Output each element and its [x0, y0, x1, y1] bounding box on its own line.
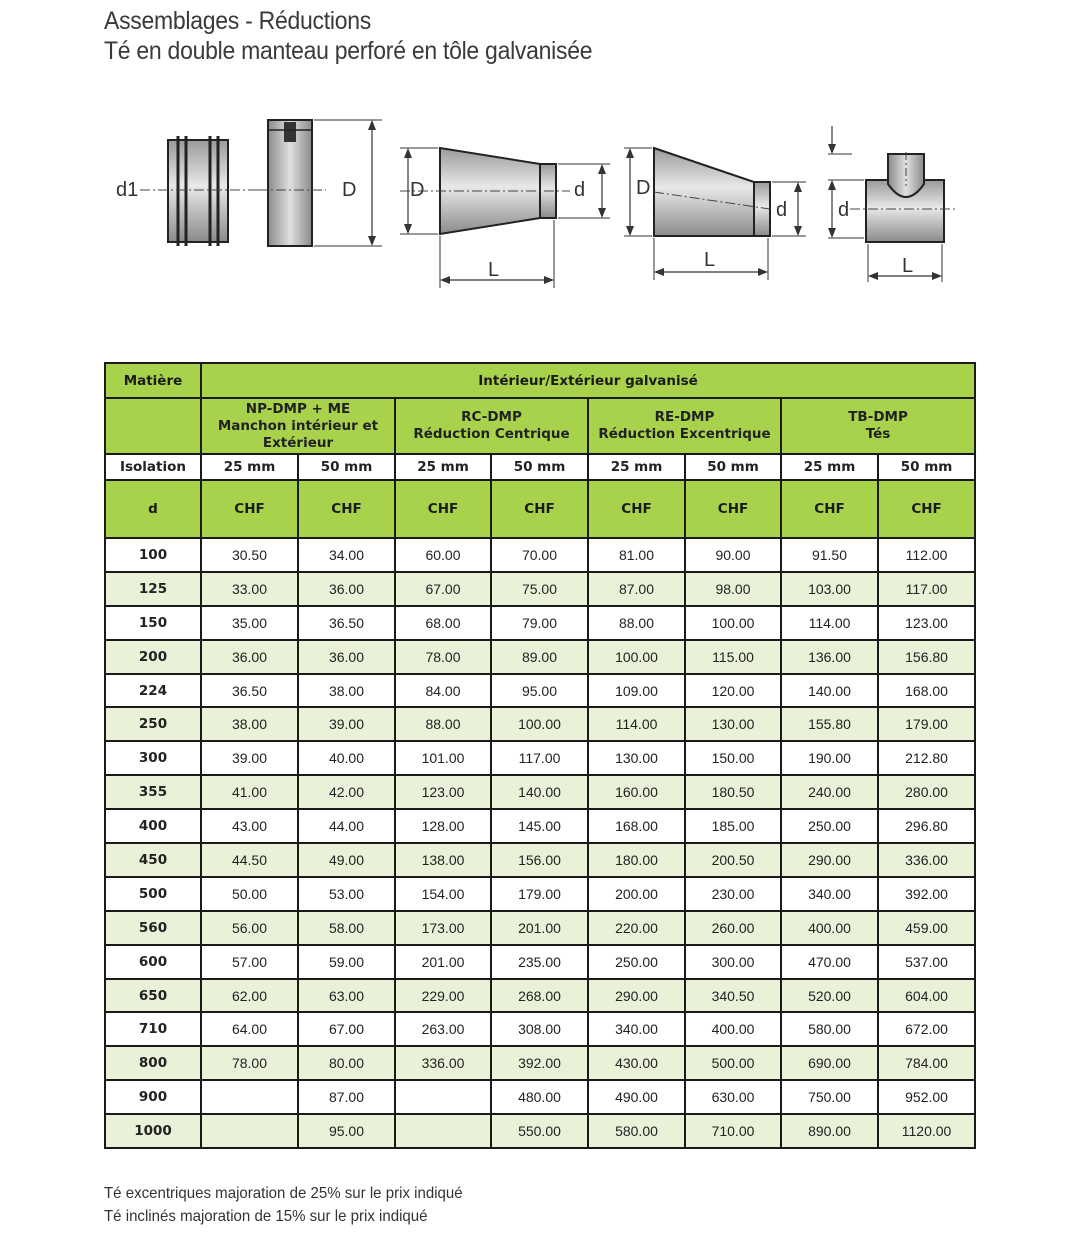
title-line-2: Té en double manteau perforé en tôle galvanisée [104, 37, 593, 65]
table-row [105, 1114, 975, 1148]
isolation-row [105, 454, 975, 480]
table-row [105, 640, 975, 674]
price-cell: 136.00 [781, 640, 878, 674]
group-rc-dmp [395, 398, 588, 454]
price-cell [201, 1080, 298, 1114]
price-cell: 580.00 [781, 1012, 878, 1046]
group-code: TB-DMP [848, 409, 908, 425]
price-cell: 103.00 [781, 572, 878, 606]
matiere-value: Intérieur/Extérieur galvanisé [201, 363, 975, 398]
currency-label: CHF [878, 480, 975, 538]
price-cell: 235.00 [491, 945, 588, 979]
group-code: RC-DMP [461, 409, 522, 425]
label-L-eccentric: L [704, 249, 716, 271]
table-row [105, 843, 975, 877]
table-row [105, 707, 975, 741]
price-cell: 459.00 [878, 911, 975, 945]
price-cell: 44.50 [201, 843, 298, 877]
isolation-value: 25 mm [395, 454, 491, 480]
table-row [105, 606, 975, 640]
price-cell: 400.00 [685, 1012, 781, 1046]
price-cell: 630.00 [685, 1080, 781, 1114]
label-d-concentric: d [574, 179, 586, 201]
currency-label: CHF [685, 480, 781, 538]
group-np-dmp [201, 398, 395, 454]
price-cell: 150.00 [685, 741, 781, 775]
matiere-row [105, 363, 975, 398]
price-cell: 173.00 [395, 911, 491, 945]
price-cell: 201.00 [395, 945, 491, 979]
price-cell: 114.00 [781, 606, 878, 640]
price-cell: 340.50 [685, 979, 781, 1013]
price-cell: 145.00 [491, 809, 588, 843]
group-code: NP-DMP + ME [245, 400, 351, 417]
table-row [105, 1046, 975, 1080]
price-cell: 290.00 [588, 979, 685, 1013]
row-diameter: 900 [105, 1080, 201, 1114]
row-diameter: 125 [105, 572, 201, 606]
price-cell: 88.00 [588, 606, 685, 640]
price-cell: 33.00 [201, 572, 298, 606]
label-D-sleeve: D [342, 179, 357, 201]
title-line-1: Assemblages - Réductions [104, 7, 371, 35]
currency-label: CHF [491, 480, 588, 538]
table-row [105, 674, 975, 708]
price-cell: 75.00 [491, 572, 588, 606]
row-diameter: 355 [105, 775, 201, 809]
footnote: Té excentriques majoration de 25% sur le prix indiqué [104, 1185, 463, 1202]
price-cell: 79.00 [491, 606, 588, 640]
table-row [105, 775, 975, 809]
price-cell: 58.00 [298, 911, 395, 945]
price-cell: 201.00 [491, 911, 588, 945]
price-cell: 580.00 [588, 1114, 685, 1148]
price-cell: 185.00 [685, 809, 781, 843]
price-cell: 672.00 [878, 1012, 975, 1046]
footnotes [104, 1182, 463, 1228]
price-cell: 67.00 [395, 572, 491, 606]
price-cell: 537.00 [878, 945, 975, 979]
price-cell: 130.00 [685, 707, 781, 741]
price-cell: 42.00 [298, 775, 395, 809]
price-cell: 296.80 [878, 809, 975, 843]
price-cell: 78.00 [395, 640, 491, 674]
group-name: Réduction Excentrique [598, 426, 771, 442]
price-cell: 952.00 [878, 1080, 975, 1114]
price-cell: 123.00 [878, 606, 975, 640]
price-cell: 160.00 [588, 775, 685, 809]
price-cell: 117.00 [491, 741, 588, 775]
price-cell: 100.00 [491, 707, 588, 741]
price-cell: 240.00 [781, 775, 878, 809]
price-cell: 128.00 [395, 809, 491, 843]
price-cell: 190.00 [781, 741, 878, 775]
price-cell: 180.00 [588, 843, 685, 877]
price-cell: 109.00 [588, 674, 685, 708]
price-cell: 250.00 [781, 809, 878, 843]
price-cell: 100.00 [588, 640, 685, 674]
price-cell: 750.00 [781, 1080, 878, 1114]
price-cell: 490.00 [588, 1080, 685, 1114]
price-table [104, 362, 976, 1149]
price-cell: 36.00 [201, 640, 298, 674]
table-row [105, 809, 975, 843]
price-cell: 95.00 [298, 1114, 395, 1148]
group-name: Tés [865, 426, 891, 442]
price-cell: 200.50 [685, 843, 781, 877]
price-cell: 229.00 [395, 979, 491, 1013]
label-L-concentric: L [488, 259, 500, 281]
price-cell: 70.00 [491, 538, 588, 572]
table-row [105, 538, 975, 572]
group-tb-dmp [781, 398, 975, 454]
price-cell: 38.00 [298, 674, 395, 708]
group-name: Manchon intérieur et Extérieur [217, 417, 379, 451]
price-cell: 400.00 [781, 911, 878, 945]
price-cell: 62.00 [201, 979, 298, 1013]
row-diameter: 500 [105, 877, 201, 911]
price-cell: 100.00 [685, 606, 781, 640]
price-cell: 36.50 [201, 674, 298, 708]
row-diameter: 450 [105, 843, 201, 877]
price-cell: 57.00 [201, 945, 298, 979]
page-title [104, 6, 592, 66]
price-cell: 115.00 [685, 640, 781, 674]
price-cell: 392.00 [491, 1046, 588, 1080]
row-diameter: 200 [105, 640, 201, 674]
price-cell: 64.00 [201, 1012, 298, 1046]
price-cell: 80.00 [298, 1046, 395, 1080]
group-header-row [105, 398, 975, 454]
price-cell: 138.00 [395, 843, 491, 877]
price-cell: 168.00 [588, 809, 685, 843]
price-cell: 39.00 [201, 741, 298, 775]
label-d-eccentric: d [776, 199, 788, 221]
price-cell: 43.00 [201, 809, 298, 843]
price-cell: 690.00 [781, 1046, 878, 1080]
price-cell: 230.00 [685, 877, 781, 911]
label-d1: d1 [116, 179, 139, 201]
price-cell: 67.00 [298, 1012, 395, 1046]
table-row [105, 741, 975, 775]
row-diameter: 400 [105, 809, 201, 843]
price-cell: 430.00 [588, 1046, 685, 1080]
currency-label: CHF [588, 480, 685, 538]
price-cell: 520.00 [781, 979, 878, 1013]
row-diameter: 600 [105, 945, 201, 979]
price-cell: 308.00 [491, 1012, 588, 1046]
row-diameter: 800 [105, 1046, 201, 1080]
row-diameter: 250 [105, 707, 201, 741]
price-cell: 263.00 [395, 1012, 491, 1046]
price-cell: 78.00 [201, 1046, 298, 1080]
price-cell: 604.00 [878, 979, 975, 1013]
price-cell: 34.00 [298, 538, 395, 572]
price-cell: 36.00 [298, 572, 395, 606]
row-diameter: 300 [105, 741, 201, 775]
price-cell: 90.00 [685, 538, 781, 572]
price-cell: 336.00 [395, 1046, 491, 1080]
price-cell: 470.00 [781, 945, 878, 979]
price-cell: 40.00 [298, 741, 395, 775]
group-header-empty [105, 398, 201, 454]
price-cell: 68.00 [395, 606, 491, 640]
group-name: Réduction Centrique [413, 426, 570, 442]
table-row [105, 911, 975, 945]
price-cell: 120.00 [685, 674, 781, 708]
price-cell: 39.00 [298, 707, 395, 741]
price-cell: 290.00 [781, 843, 878, 877]
isolation-value: 25 mm [588, 454, 685, 480]
price-cell: 280.00 [878, 775, 975, 809]
price-cell: 480.00 [491, 1080, 588, 1114]
row-diameter: 710 [105, 1012, 201, 1046]
price-cell: 340.00 [781, 877, 878, 911]
price-cell [201, 1114, 298, 1148]
price-cell: 140.00 [491, 775, 588, 809]
row-diameter: 224 [105, 674, 201, 708]
isolation-value: 50 mm [878, 454, 975, 480]
price-cell: 117.00 [878, 572, 975, 606]
price-cell: 300.00 [685, 945, 781, 979]
concentric-reduction-drawing [400, 148, 610, 288]
table-row [105, 877, 975, 911]
price-cell: 81.00 [588, 538, 685, 572]
price-cell: 260.00 [685, 911, 781, 945]
price-cell: 500.00 [685, 1046, 781, 1080]
isolation-value: 25 mm [201, 454, 298, 480]
price-cell [395, 1114, 491, 1148]
label-d-tee: d [838, 199, 850, 221]
price-cell: 91.50 [781, 538, 878, 572]
matiere-label: Matière [105, 363, 201, 398]
sleeve-drawing [140, 136, 260, 246]
price-cell [395, 1080, 491, 1114]
price-cell: 112.00 [878, 538, 975, 572]
isolation-label: Isolation [105, 454, 201, 480]
price-cell: 53.00 [298, 877, 395, 911]
footnote: Té inclinés majoration de 15% sur le prix indiqué [104, 1208, 428, 1225]
label-D-eccentric: D [636, 177, 651, 199]
isolation-value: 25 mm [781, 454, 878, 480]
isolation-value: 50 mm [491, 454, 588, 480]
table-row [105, 979, 975, 1013]
row-diameter: 560 [105, 911, 201, 945]
row-diameter: 150 [105, 606, 201, 640]
currency-row [105, 480, 975, 538]
currency-label: CHF [781, 480, 878, 538]
price-cell: 168.00 [878, 674, 975, 708]
price-cell: 200.00 [588, 877, 685, 911]
row-diameter: 1000 [105, 1114, 201, 1148]
row-diameter: 100 [105, 538, 201, 572]
technical-diagram [100, 112, 980, 302]
price-cell: 179.00 [491, 877, 588, 911]
isolation-value: 50 mm [298, 454, 395, 480]
price-cell: 156.00 [491, 843, 588, 877]
group-code: RE-DMP [654, 409, 715, 425]
price-cell: 49.00 [298, 843, 395, 877]
price-cell: 101.00 [395, 741, 491, 775]
price-cell: 50.00 [201, 877, 298, 911]
price-cell: 180.50 [685, 775, 781, 809]
price-cell: 890.00 [781, 1114, 878, 1148]
group-re-dmp [588, 398, 781, 454]
price-cell: 268.00 [491, 979, 588, 1013]
price-cell: 56.00 [201, 911, 298, 945]
table-row [105, 1080, 975, 1114]
price-cell: 36.00 [298, 640, 395, 674]
price-cell: 87.00 [588, 572, 685, 606]
label-L-tee: L [902, 255, 914, 277]
price-cell: 30.50 [201, 538, 298, 572]
price-cell: 59.00 [298, 945, 395, 979]
price-cell: 710.00 [685, 1114, 781, 1148]
price-cell: 340.00 [588, 1012, 685, 1046]
currency-label: CHF [201, 480, 298, 538]
price-cell: 84.00 [395, 674, 491, 708]
price-cell: 220.00 [588, 911, 685, 945]
currency-label: CHF [298, 480, 395, 538]
price-cell: 154.00 [395, 877, 491, 911]
price-cell: 156.80 [878, 640, 975, 674]
price-cell: 38.00 [201, 707, 298, 741]
price-cell: 44.00 [298, 809, 395, 843]
table-row [105, 1012, 975, 1046]
table-row [105, 572, 975, 606]
price-cell: 140.00 [781, 674, 878, 708]
price-cell: 89.00 [491, 640, 588, 674]
price-cell: 114.00 [588, 707, 685, 741]
price-cell: 130.00 [588, 741, 685, 775]
price-cell: 35.00 [201, 606, 298, 640]
price-cell: 98.00 [685, 572, 781, 606]
isolation-value: 50 mm [685, 454, 781, 480]
price-cell: 336.00 [878, 843, 975, 877]
price-cell: 392.00 [878, 877, 975, 911]
section-drawing [258, 120, 382, 246]
currency-label: CHF [395, 480, 491, 538]
price-cell: 88.00 [395, 707, 491, 741]
label-D-concentric: D [410, 179, 425, 201]
d-label: d [105, 480, 201, 538]
price-cell: 179.00 [878, 707, 975, 741]
price-cell: 60.00 [395, 538, 491, 572]
price-cell: 36.50 [298, 606, 395, 640]
price-cell: 41.00 [201, 775, 298, 809]
price-cell: 1120.00 [878, 1114, 975, 1148]
price-cell: 123.00 [395, 775, 491, 809]
price-cell: 87.00 [298, 1080, 395, 1114]
price-cell: 212.80 [878, 741, 975, 775]
table-row [105, 945, 975, 979]
price-rows [105, 538, 975, 1148]
price-cell: 250.00 [588, 945, 685, 979]
price-cell: 63.00 [298, 979, 395, 1013]
price-cell: 784.00 [878, 1046, 975, 1080]
price-cell: 155.80 [781, 707, 878, 741]
price-cell: 550.00 [491, 1114, 588, 1148]
row-diameter: 650 [105, 979, 201, 1013]
price-cell: 95.00 [491, 674, 588, 708]
